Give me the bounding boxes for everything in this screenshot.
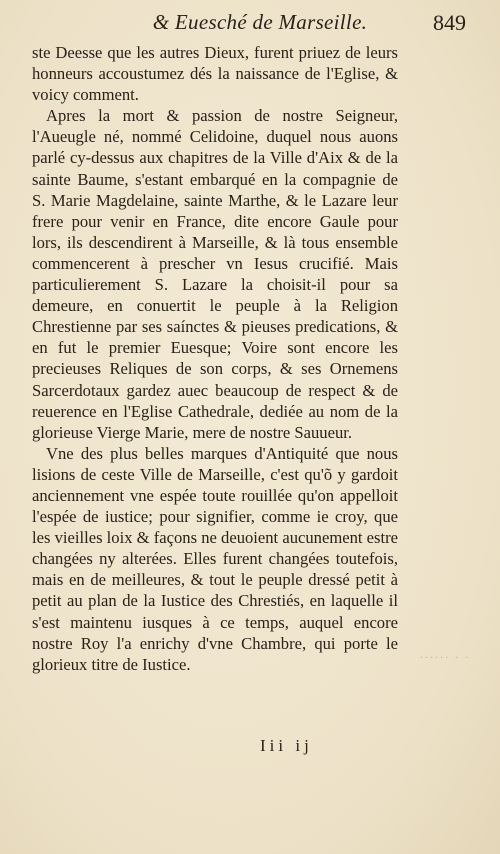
margin-bleed-through: ······ · · (420, 650, 470, 664)
signature-mark: Iii ij (260, 736, 313, 755)
paragraph-lazarus: Apres la mort & passion de nostre Seigneur, l'Aueugle né, nommé Celidoine, duquel nous auons parlé cy-dessus aux chapitres de la Ville d'Aix & de la sainte Baume, s'estant embarqué en la compagnie de S. Marie Magdelaine, sainte Marthe, & le Lazare leur frere pour venir en France, dite encore Gaule pour lors, ils descendirent à Marseille, & là tous ensemble commencerent à prescher vn Iesus crucifié. Mais particulierement S. Lazare la choisit-il pour sa demeure, en conuertit le peuple à la Religion Chrestienne par ses saínctes & pieuses predications, & en fut le premier Euesque; Voire sont encore les precieuses Reliques de son corps, & ses Ornemens Sarcerdotaux gardez auec beaucoup de respect & de reuerence en l'Eglise Cathedrale, dediée au nom de la glorieuse Vierge Marie, mere de nostre Sauueur. (32, 106, 398, 442)
text-body (32, 42, 398, 675)
running-title: & Euesché de Marseille. (152, 10, 368, 34)
page-number: 849 (433, 10, 466, 35)
paragraph-justice: Vne des plus belles marques d'Antiquité que nous lisions de ceste Ville de Marseille, c'est qu'õ y gardoit anciennement vne espée toute rouillée qu'on appelloit l'espée de iustice; pour signifier, comme ie croy, que les vieilles loix & façons ne deuoient aucunement estre changées ny alterées. Elles furent changées toutefois, mais en de meilleures, & tout le peuple dressé petit à petit au plan de la Iustice des Chrestiés, en laquelle il s'est maintenu iusques à ce temps, auquel encore nostre Roy l'a enrichy d'vne Chambre, qui porte le glorieux titre de Iustice. (32, 443, 398, 674)
paragraph-continuation: ste Deesse que les autres Dieux, furent priuez de leurs honneurs accoustumez dés la naissance de l'Eglise, & voicy comment. (32, 43, 398, 105)
running-header (0, 10, 500, 40)
